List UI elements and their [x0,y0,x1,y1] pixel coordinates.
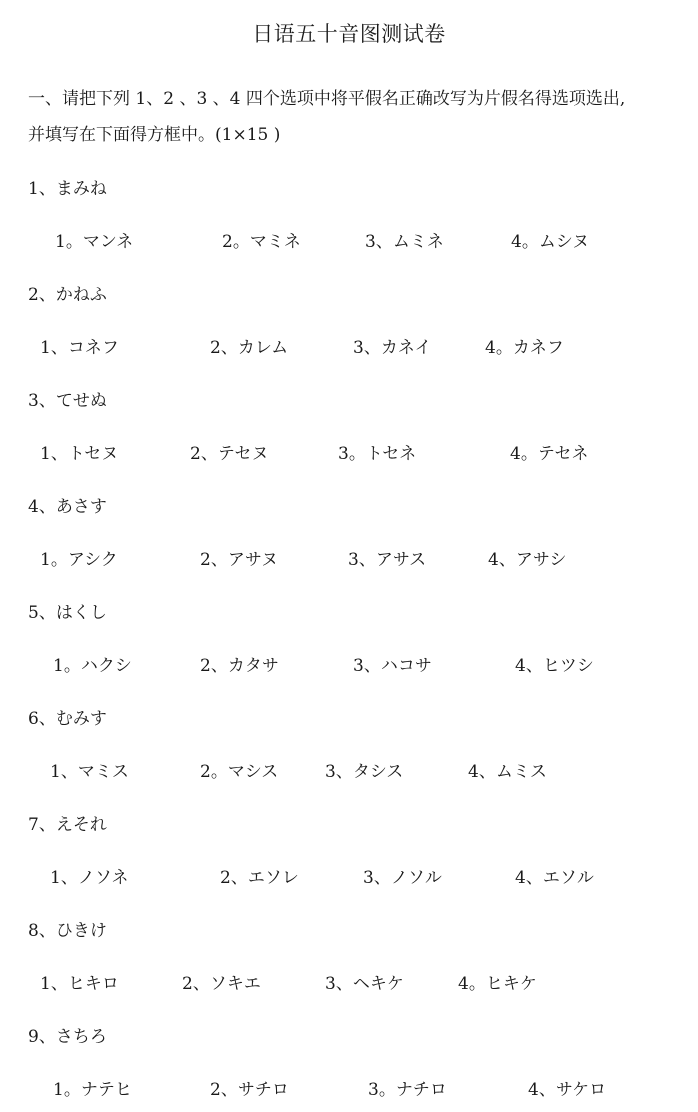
question-3-prompt: 3、てせぬ [28,391,107,411]
question-5-option-2[interactable]: 2、カタサ [200,656,279,676]
question-1-prompt: 1、まみね [28,179,107,199]
instruction-line-1: 一、请把下列 1、2 、3 、4 四个选项中将平假名正确改写为片假名得选项选出, [28,89,626,109]
question-3-option-4[interactable]: 4。テセネ [510,444,589,464]
question-6-prompt: 6、むみす [28,709,107,729]
question-8-option-1[interactable]: 1、ヒキロ [40,974,119,994]
question-1-option-1[interactable]: 1。マンネ [55,232,134,252]
question-2-option-4[interactable]: 4。カネフ [485,338,564,358]
question-1-option-4[interactable]: 4。ムシヌ [511,232,590,252]
question-7-option-4[interactable]: 4、エソル [515,868,594,888]
question-5-option-4[interactable]: 4、ヒツシ [515,656,594,676]
question-6-option-4[interactable]: 4、ムミス [468,762,547,782]
question-1-option-3[interactable]: 3、ムミネ [365,232,444,252]
instruction-line-2: 并填写在下面得方框中。(1×15 ) [28,125,281,145]
question-4-option-2[interactable]: 2、アサヌ [200,550,278,570]
question-4-prompt: 4、あさす [28,497,107,517]
question-8-option-4[interactable]: 4。ヒキケ [458,974,537,994]
question-2-option-2[interactable]: 2、カレム [210,338,289,358]
question-2-prompt: 2、かねふ [28,285,107,305]
question-4-option-3[interactable]: 3、アサス [348,550,427,570]
question-7-option-3[interactable]: 3、ノソル [363,868,442,888]
question-1-option-2[interactable]: 2。マミネ [222,232,301,252]
question-6-option-2[interactable]: 2。マシス [200,762,279,782]
question-8-option-3[interactable]: 3、ヘキケ [325,974,404,994]
question-3-option-2[interactable]: 2、テセヌ [190,444,269,464]
question-8-option-2[interactable]: 2、ソキエ [182,974,261,994]
question-7-prompt: 7、えそれ [28,815,107,835]
question-7-option-1[interactable]: 1、ノソネ [50,868,129,888]
question-9-prompt: 9、さちろ [28,1027,107,1047]
question-9-option-3[interactable]: 3。ナチロ [368,1080,447,1100]
question-6-option-1[interactable]: 1、マミス [50,762,129,782]
question-7-option-2[interactable]: 2、エソレ [220,868,299,888]
page-title: 日语五十音图测试卷 [252,22,446,46]
question-3-option-3[interactable]: 3。トセネ [338,444,417,464]
question-4-option-4[interactable]: 4、アサシ [488,550,567,570]
question-6-option-3[interactable]: 3、タシス [325,762,404,782]
question-3-option-1[interactable]: 1、トセヌ [40,444,119,464]
question-9-option-4[interactable]: 4、サケロ [528,1080,607,1100]
question-5-option-1[interactable]: 1。ハクシ [53,656,132,676]
question-2-option-1[interactable]: 1、コネフ [40,338,119,358]
question-5-option-3[interactable]: 3、ハコサ [353,656,432,676]
question-5-prompt: 5、はくし [28,603,107,623]
question-8-prompt: 8、ひきけ [28,921,107,941]
question-9-option-2[interactable]: 2、サチロ [210,1080,289,1100]
question-2-option-3[interactable]: 3、カネイ [353,338,432,358]
question-4-option-1[interactable]: 1。アシク [40,550,118,570]
question-9-option-1[interactable]: 1。ナテヒ [53,1080,132,1100]
